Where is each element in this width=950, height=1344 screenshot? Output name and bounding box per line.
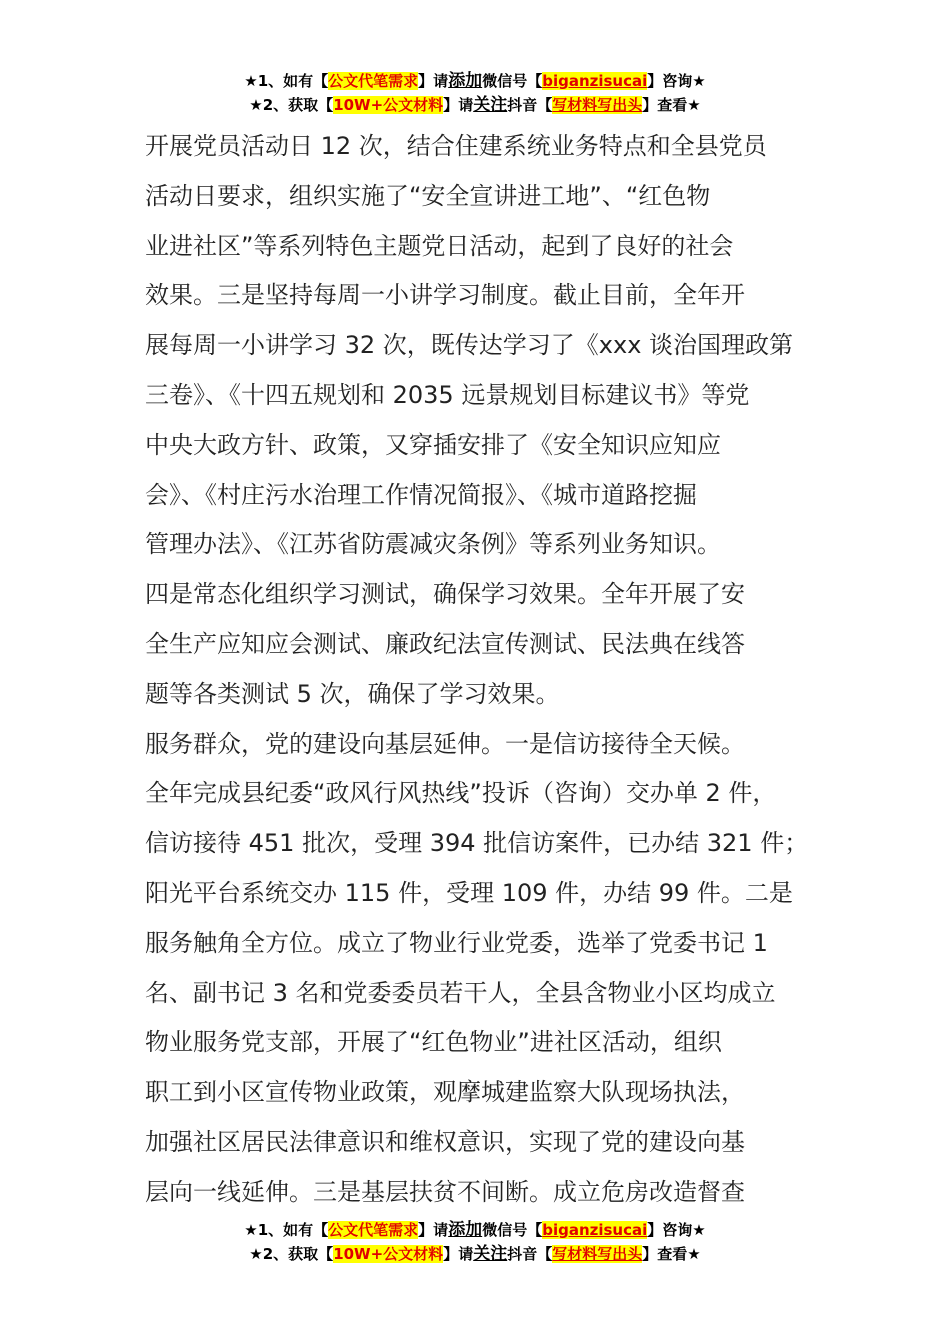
text-line: 物业服务党支部，开展了“红色物业”进社区活动，组织 [145,1028,722,1057]
banner-text: 】查看★ [642,96,701,114]
text-line: 信访接待 451 批次，受理 394 批信访案件，已办结 321 件； [145,829,809,858]
underlined-text: 关注 [473,95,508,115]
banner-text: 微信号【 [482,72,543,90]
text-line: 开展党员活动日 12 次，结合住建系统业务特点和全县党员 [145,132,767,160]
text-line: 服务群众，党的建设向基层延伸。一是信访接待全天候。 [145,729,745,758]
highlight-text: 10W+公文材料 [333,1245,444,1263]
header-banner [0,69,950,117]
highlight-text: 公文代笔需求 [328,1221,419,1239]
highlight-text: 公文代笔需求 [328,72,419,90]
text-line: 全年完成县纪委“政风行风热线”投诉（咨询）交办单 2 件， [145,779,777,808]
text-line: 职工到小区宣传物业政策，观摩城建监察大队现场执法， [145,1078,745,1107]
banner-text: ★2、获取【 [249,96,334,114]
banner-text: 抖音【 [507,1245,553,1263]
text-line: 全生产应知应会测试、廉政纪法宣传测试、民法典在线答 [145,629,745,658]
text-line: 名、副书记 3 名和党委委员若干人，全县含物业小区均成立 [145,978,776,1007]
text-line: 四是常态化组织学习测试，确保学习效果。全年开展了安 [145,580,745,609]
banner-text: ★1、如有【 [244,72,329,90]
text-line: 加强社区居民法律意识和维权意识，实现了党的建设向基 [145,1127,745,1156]
wechat-id: biganzisucai [542,72,648,90]
text-line: 活动日要求，组织实施了“安全宣讲进工地”、“红色物 [145,181,711,210]
banner-text: ★1、如有【 [244,1221,329,1239]
underlined-text: 添加 [448,1220,483,1240]
text-line: 三卷》、《十四五规划和 2035 远景规划目标建议书》等党 [145,380,750,409]
douyin-id: 写材料写出头 [552,1245,643,1263]
text-line: 服务触角全方位。成立了物业行业党委，选举了党委书记 1 [145,928,768,957]
body-text [145,122,845,1218]
banner-text: 】请 [418,72,449,90]
highlight-text: 10W+公文材料 [333,96,444,114]
text-line: 阳光平台系统交办 115 件，受理 109 件，办结 99 件。二是 [145,878,793,907]
text-line: 展每周一小讲学习 32 次，既传达学习了《xxx 谈治国理政第 [145,331,794,360]
banner-text: 】查看★ [642,1245,701,1263]
banner-text: 】咨询★ [647,72,706,90]
text-line: 中央大政方针、政策，又穿插安排了《安全知识应知应 [145,430,721,459]
footer-banner [0,1218,950,1266]
banner-text: ★2、获取【 [249,1245,334,1263]
banner-text: 】请 [418,1221,449,1239]
underlined-text: 关注 [473,1244,508,1264]
banner-line-2 [0,1242,950,1266]
banner-line-2 [0,93,950,117]
banner-text: 】请 [443,96,474,114]
underlined-text: 添加 [448,71,483,91]
banner-line-1 [0,69,950,93]
wechat-id: biganzisucai [542,1221,648,1239]
banner-text: 微信号【 [482,1221,543,1239]
text-line: 会》、《村庄污水治理工作情况简报》、《城市道路挖掘 [145,480,697,509]
text-line: 层向一线延伸。三是基层扶贫不间断。成立危房改造督查 [145,1177,745,1206]
text-line: 管理办法》、《江苏省防震减灾条例》等系列业务知识。 [145,530,721,559]
banner-text: 】咨询★ [647,1221,706,1239]
banner-text: 】请 [443,1245,474,1263]
text-line: 业进社区”等系列特色主题党日活动，起到了良好的社会 [145,231,734,260]
banner-text: 抖音【 [507,96,553,114]
banner-line-1 [0,1218,950,1242]
text-line: 效果。三是坚持每周一小讲学习制度。截止目前，全年开 [145,281,745,310]
text-line: 题等各类测试 5 次，确保了学习效果。 [145,679,560,708]
douyin-id: 写材料写出头 [552,96,643,114]
